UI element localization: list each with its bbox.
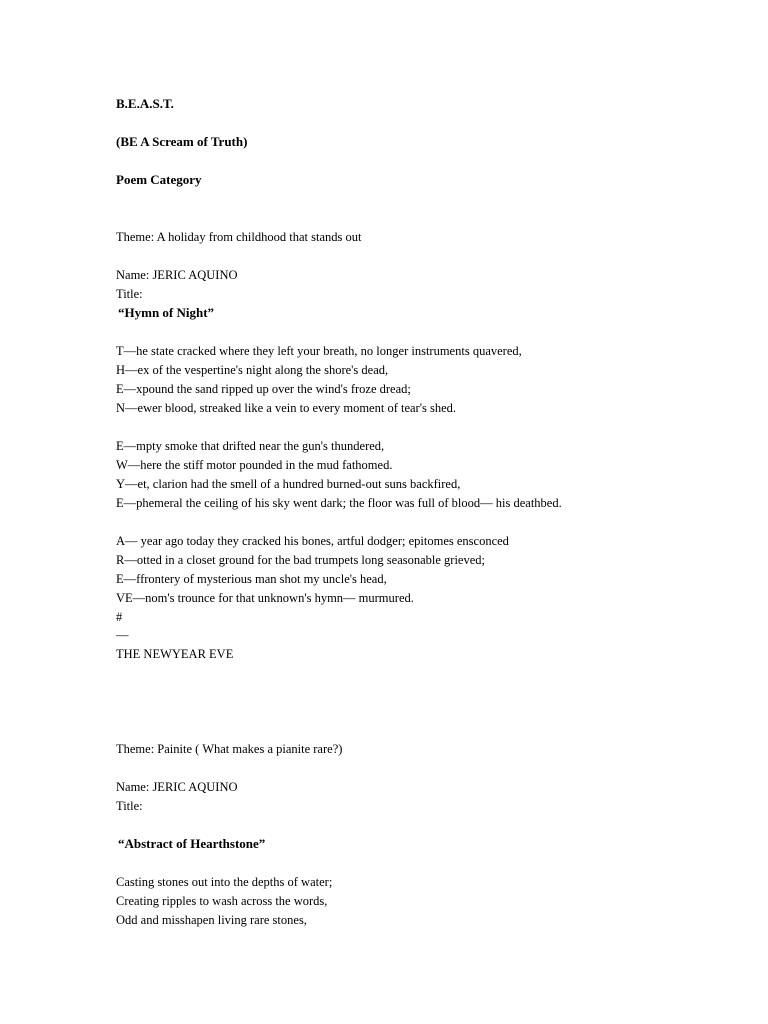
entry1-s1-line2: H—ex of the vespertine's night along the shore's dead,	[116, 363, 389, 377]
entry1-s2-line1: E—mpty smoke that drifted near the gun's thundered,	[116, 439, 385, 453]
entry1-s3-line3: E—ffrontery of mysterious man shot my uncle's head,	[116, 572, 387, 586]
entry2-s1-line2: Creating ripples to wash across the words,	[116, 894, 328, 908]
entry2-s1-line3: Odd and misshapen living rare stones,	[116, 913, 307, 927]
entry1-title-label: Title:	[116, 287, 143, 301]
entry2-theme: Theme: Painite ( What makes a pianite rare?)	[116, 742, 343, 756]
doc-subheader: (BE A Scream of Truth)	[116, 134, 248, 149]
entry2-title-label: Title:	[116, 799, 143, 813]
entry2-s1-line1: Casting stones out into the depths of water;	[116, 875, 333, 889]
entry1-hash: #	[116, 610, 123, 624]
entry2-poem-title: “Abstract of Hearthstone”	[118, 836, 266, 851]
entry1-s2-line3: Y—et, clarion had the smell of a hundred burned-out suns backfired,	[116, 477, 461, 491]
entry1-s3-line1: A— year ago today they cracked his bones, artful dodger; epitomes ensconced	[116, 534, 509, 548]
entry1-s1-line1: T—he state cracked where they left your breath, no longer instruments quavered,	[116, 344, 522, 358]
entry1-closing: THE NEWYEAR EVE	[116, 647, 234, 661]
entry1-dash: —	[116, 628, 129, 642]
entry1-s3-line4: VE—nom's trounce for that unknown's hymn— murmured.	[116, 591, 414, 605]
poem-category: Poem Category	[116, 172, 202, 187]
entry1-s2-line4: E—phemeral the ceiling of his sky went dark; the floor was full of blood— his deathbed.	[116, 496, 562, 510]
entry1-s1-line4: N—ewer blood, streaked like a vein to every moment of tear's shed.	[116, 401, 456, 415]
entry2-name: Name: JERIC AQUINO	[116, 780, 238, 794]
doc-header: B.E.A.S.T.	[116, 96, 174, 111]
entry1-theme: Theme: A holiday from childhood that stands out	[116, 230, 362, 244]
entry1-poem-title: “Hymn of Night”	[118, 305, 215, 320]
entry1-name: Name: JERIC AQUINO	[116, 268, 238, 282]
entry1-s1-line3: E—xpound the sand ripped up over the wind's froze dread;	[116, 382, 411, 396]
entry1-s3-line2: R—otted in a closet ground for the bad trumpets long seasonable grieved;	[116, 553, 486, 567]
entry1-s2-line2: W—here the stiff motor pounded in the mud fathomed.	[116, 458, 393, 472]
